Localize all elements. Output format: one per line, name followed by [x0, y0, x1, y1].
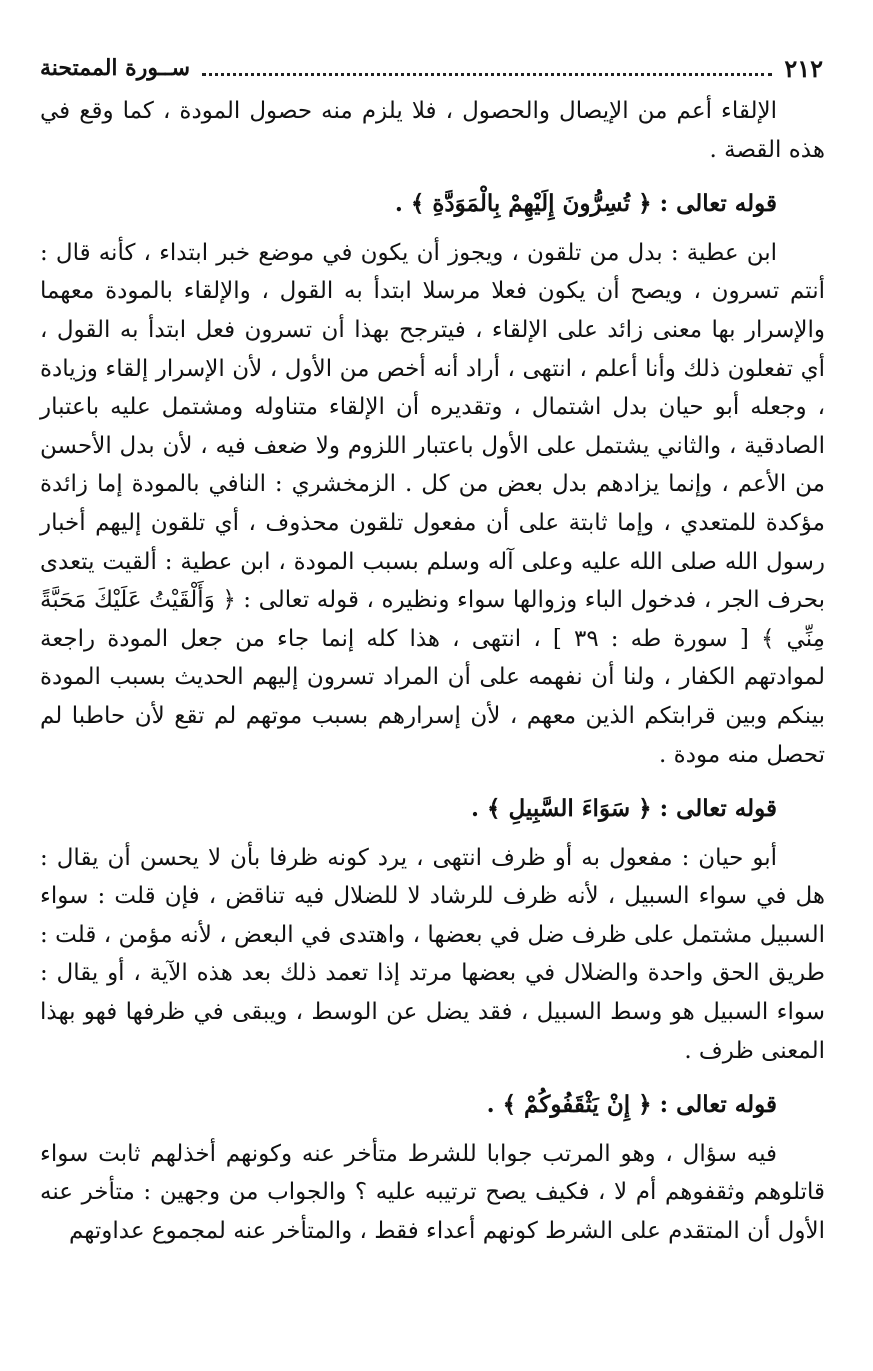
- verse-heading-1: قوله تعالى : ﴿ تُسِرُّونَ إِلَيْهِمْ بِالْمَوَدَّةِ ﴾ .: [394, 190, 777, 218]
- page-number: ٢١٢: [784, 53, 823, 83]
- spacer: [40, 169, 825, 179]
- paragraph-1: الإلقاء أعم من الإيصال والحصول ، فلا يلزم منه حصول المودة ، كما وقع في هذه القصة .: [40, 98, 825, 163]
- verse-heading-3: قوله تعالى : ﴿ إِنْ يَثْقَفُوكُمْ ﴾ .: [486, 1091, 777, 1119]
- spacer: [40, 1070, 825, 1080]
- paragraph-3: أبو حيان : مفعول به أو ظرف انتهى ، يرد كونه ظرفا بأن لا يحسن أن يقال : هل في سواء السبيل ، لأنه ظرف للرشاد لا للضلال فيه تناقض ، فإن قلت : سواء السبيل مشتمل على ظرف ضل في بعضها ، واهتدى في البعض ، لأنه مؤمن ، قلت : طريق الحق واحدة والضلال في بعضها مرتد إذا تعمد ذلك بعد هذه الآية ، أو يقال : سواء السبيل هو وسط السبيل ، فقد يضل عن الوسط ، ويبقى في ظرفها فهو بهذا المعنى ظرف .: [40, 844, 825, 1064]
- paragraph-2: ابن عطية : بدل من تلقون ، ويجوز أن يكون في موضع خبر ابتداء ، كأنه قال : أنتم تسرون ، ويصح أن يكون فعلا مرسلا ابتدأ به القول ، والإلقاء بالمودة معهما والإسرار بها معنى زائد على الإلقاء ، فيترجح بهذا أن تسرون فعل ابتدأ به القول ، أي تفعلون ذلك وأنا أعلم ، انتهى ، أراد أنه أخص من الأول ، لأن الإسرار إلقاء وزيادة ، وجعله أبو حيان بدل اشتمال ، وتقديره أن الإلقاء متناوله ومشتمل عليه باعتبار الصادقية ، والثاني يشتمل على الأول باعتبار اللزوم ولا ضعف فيه ، لأن بدل الأحسن من الأعم ، وإنما يزادهم بدل بعض من كل . الزمخشري : النافي بالمودة إما زائدة مؤكدة للمتعدي ، وإما ثابتة على أن مفعول تلقون محذوف ، أي تلقون إليهم أخبار رسول الله صلى الله عليه وعلى آله وسلم بسبب المودة ، ابن عطية : ألقيت يتعدى بحرف الجر ، فدخول الباء وزوالها سواء ونظيره ، قوله تعالى : ﴿ وَأَلْقَيْتُ عَلَيْكَ مَحَبَّةً مِنِّي ﴾ [ سورة طه : ٣٩ ] ، انتهى ، هذا كله إنما جاء من جعل المودة راجعة لموادتهم الكفار ، ولنا أن نفهمه على أن المراد تسرون إليهم الحديث بسبب المودة بينكم وبين قرابتكم الذين معهم ، لأن إسرارهم بسبب موتهم لم تقع لأن حاطبا لم تحصل منه مودة .: [40, 239, 826, 768]
- page-body: [40, 92, 825, 1331]
- header-dotted-rule: [202, 73, 772, 76]
- verse-heading-2: قوله تعالى : ﴿ سَوَاءَ السَّبِيلِ ﴾ .: [471, 795, 777, 823]
- spacer: [40, 774, 825, 784]
- running-title: ســورة الممتحنة: [40, 55, 191, 81]
- paragraph-4: فيه سؤال ، وهو المرتب جوابا للشرط متأخر عنه وكونهم أخذلهم ثابت سواء قاتلوهم وثقفوهم أم لا ، فكيف يصح ترتيبه عليه ؟ والجواب من وجهين : متأخر عنه الأول أن المتقدم على الشرط كونهم أعداء فقط ، والمتأخر عنه لمجموع عداوتهم: [40, 1140, 826, 1245]
- page-header: [40, 48, 823, 88]
